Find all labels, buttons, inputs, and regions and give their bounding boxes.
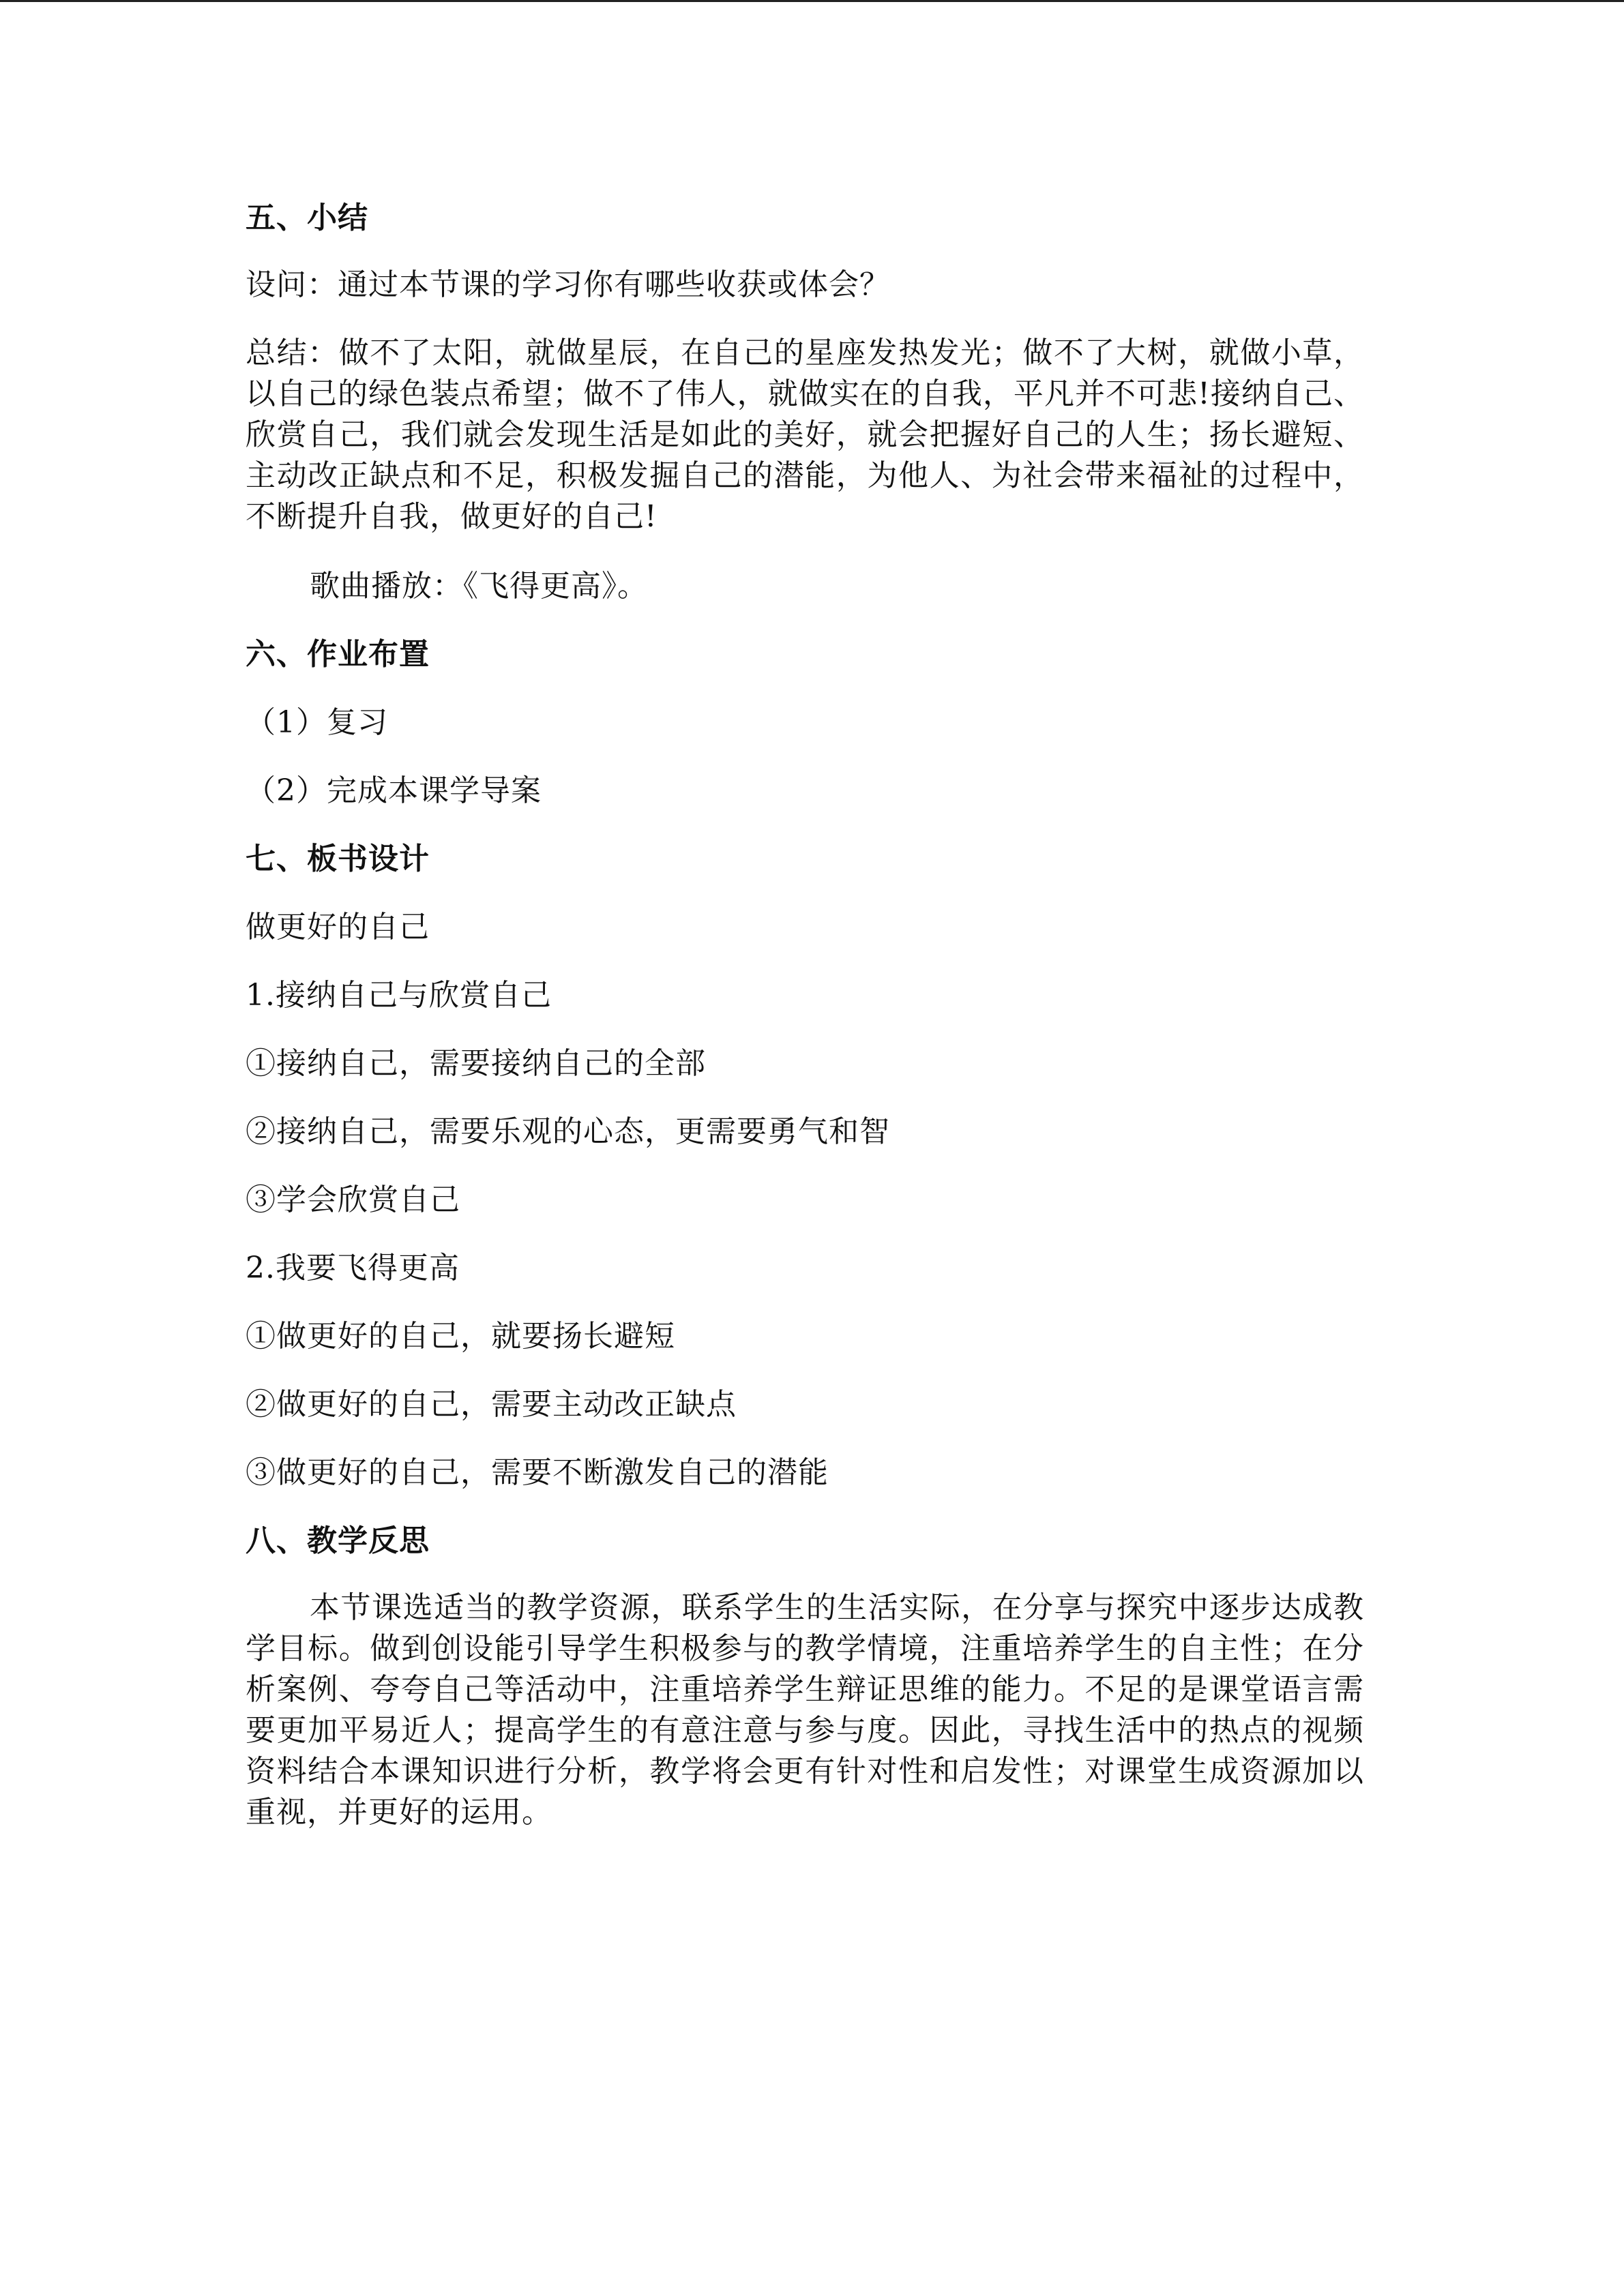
- homework-item-2: （2）完成本课学导案: [246, 773, 542, 808]
- homework-item-1: （1）复习: [246, 705, 388, 740]
- board-design-point: ②做更好的自己，需要主动改正缺点: [246, 1387, 737, 1422]
- board-design-point: ③学会欣赏自己: [246, 1182, 460, 1217]
- section-heading-homework: 六、作业布置: [246, 637, 430, 672]
- board-design-title: 做更好的自己: [246, 910, 430, 944]
- board-design-point: ①接纳自己，需要接纳自己的全部: [246, 1046, 706, 1081]
- board-design-point: ①做更好的自己，就要扬长避短: [246, 1319, 675, 1354]
- board-design-point: 1.接纳自己与欣赏自己: [246, 978, 552, 1013]
- section-heading-reflection: 八、教学反思: [246, 1523, 430, 1558]
- song-playback-line: 歌曲播放：《飞得更高》。: [310, 569, 648, 603]
- page-top-border: [0, 0, 1624, 2]
- board-design-point: ②接纳自己，需要乐观的心态，更需要勇气和智: [246, 1114, 890, 1149]
- section-heading-summary: 五、小结: [246, 200, 368, 235]
- summary-question: 设问：通过本节课的学习你有哪些收获或体会？: [246, 267, 890, 302]
- section-heading-board-design: 七、板书设计: [246, 841, 430, 876]
- board-design-point: 2.我要飞得更高: [246, 1251, 460, 1285]
- reflection-paragraph: 本节课选适当的教学资源，联系学生的生活实际，在分享与探究中逐步达成教学目标。做到创设能引导学生积极参与的教学情境，注重培养学生的自主性；在分析案例、夸夸自己等活动中，注重培养学生辩证思维的能力。不足的是课堂语言需要更加平易近人；提高学生的有意注意与参与度。因此，寻找生活中的热点的视频资料结合本课知识进行分析，教学将会更有针对性和启发性；对课堂生成资源加以重视，并更好的运用。: [246, 1590, 1364, 1830]
- board-design-point: ③做更好的自己，需要不断激发自己的潜能: [246, 1455, 829, 1490]
- summary-paragraph: 总结：做不了太阳，就做星辰，在自己的星座发热发光；做不了大树，就做小草，以自己的绿色装点希望；做不了伟人，就做实在的自我，平凡并不可悲!接纳自己、欣赏自己，我们就会发现生活是如此的美好，就会把握好自己的人生；扬长避短、主动改正缺点和不足，积极发掘自己的潜能，为他人、为社会带来福祉的过程中，不断提升自我，做更好的自己!: [246, 336, 1364, 534]
